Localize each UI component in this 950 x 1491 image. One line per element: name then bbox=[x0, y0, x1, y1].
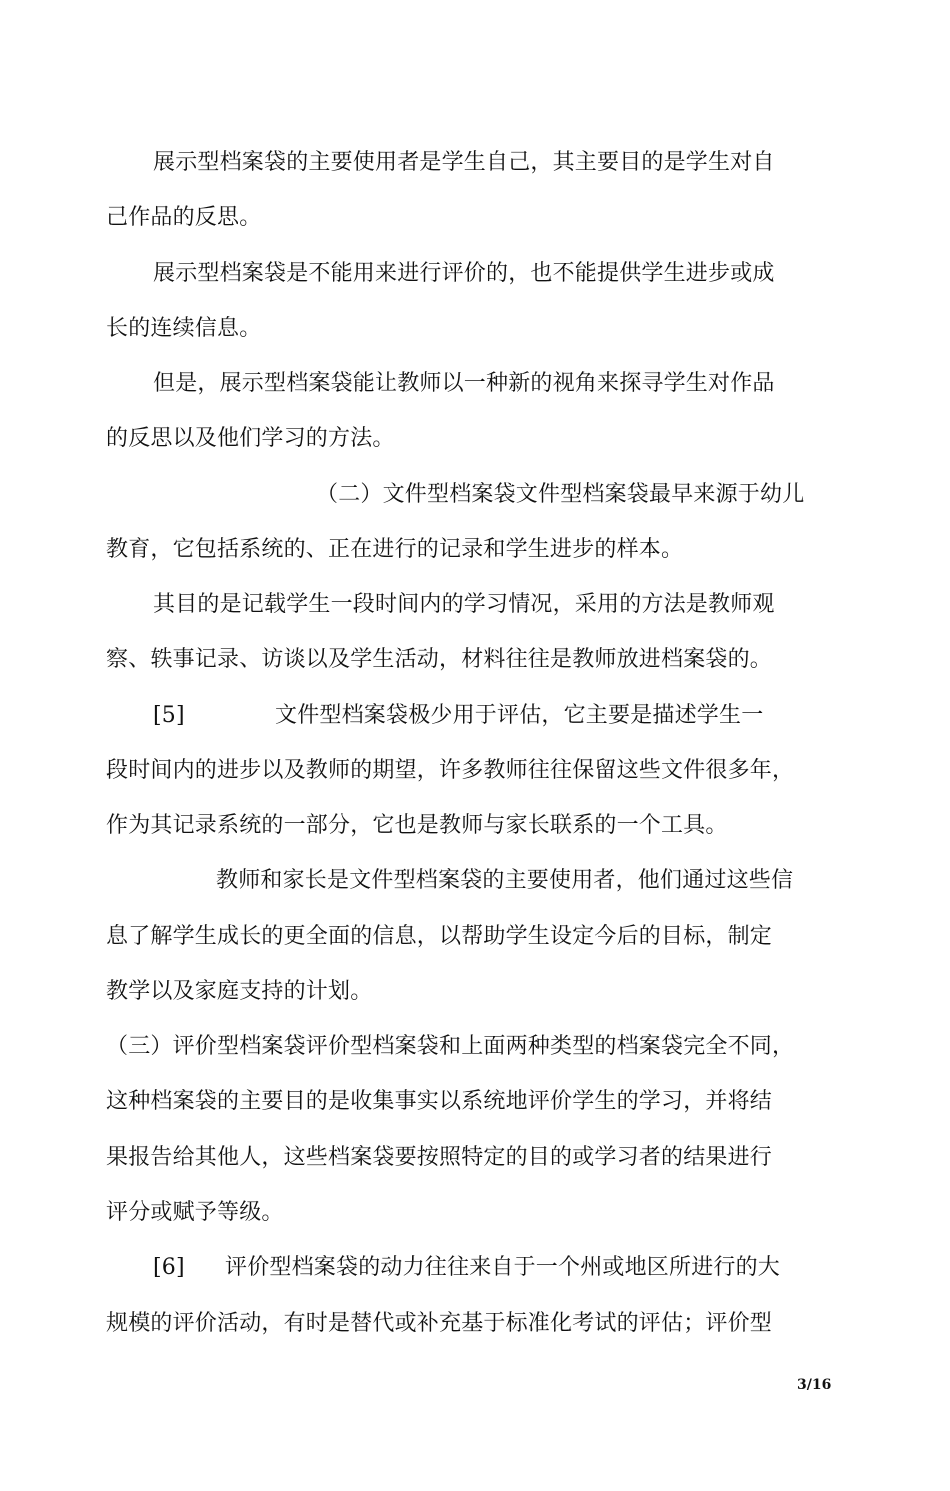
text-line: 的反思以及他们学习的方法。 bbox=[106, 426, 395, 451]
page-number: 3/16 bbox=[797, 1377, 832, 1393]
citation-marker: [6] bbox=[153, 1255, 185, 1280]
text-line: 其目的是记载学生一段时间内的学习情况，采用的方法是教师观 bbox=[153, 592, 775, 617]
text-line: 教学以及家庭支持的计划。 bbox=[106, 979, 373, 1004]
text-line: 展示型档案袋是不能用来进行评价的，也不能提供学生进步或成 bbox=[153, 261, 775, 286]
text-line: 展示型档案袋的主要使用者是学生自己，其主要目的是学生对自 bbox=[153, 150, 775, 175]
section-heading-2: （二）文件型档案袋文件型档案袋最早来源于幼儿 bbox=[316, 482, 805, 507]
text-line: 果报告给其他人，这些档案袋要按照特定的目的或学习者的结果进行 bbox=[106, 1145, 773, 1170]
text-line: 教育，它包括系统的、正在进行的记录和学生进步的样本。 bbox=[106, 537, 684, 562]
text-line: 教师和家长是文件型档案袋的主要使用者，他们通过这些信 bbox=[216, 868, 794, 893]
text-line: 评分或赋予等级。 bbox=[106, 1200, 284, 1225]
text-line: 段时间内的进步以及教师的期望，许多教师往往保留这些文件很多年， bbox=[106, 758, 795, 783]
text-line: 己作品的反思。 bbox=[106, 205, 262, 230]
text-line: 这种档案袋的主要目的是收集事实以系统地评价学生的学习，并将结 bbox=[106, 1089, 773, 1114]
text-line: 长的连续信息。 bbox=[106, 316, 262, 341]
section-heading-3: （三）评价型档案袋评价型档案袋和上面两种类型的档案袋完全不同， bbox=[106, 1034, 795, 1059]
text-line: 文件型档案袋极少用于评估，它主要是描述学生一 bbox=[275, 703, 764, 728]
text-line: 规模的评价活动，有时是替代或补充基于标准化考试的评估；评价型 bbox=[106, 1311, 773, 1336]
text-line: 息了解学生成长的更全面的信息，以帮助学生设定今后的目标，制定 bbox=[106, 924, 773, 949]
text-line: 评价型档案袋的动力往往来自于一个州或地区所进行的大 bbox=[225, 1255, 781, 1280]
text-line: 察、轶事记录、访谈以及学生活动，材料往往是教师放进档案袋的。 bbox=[106, 647, 773, 672]
citation-marker: [5] bbox=[153, 703, 185, 728]
text-line: 但是，展示型档案袋能让教师以一种新的视角来探寻学生对作品 bbox=[153, 371, 775, 396]
text-line: 作为其记录系统的一部分，它也是教师与家长联系的一个工具。 bbox=[106, 813, 728, 838]
